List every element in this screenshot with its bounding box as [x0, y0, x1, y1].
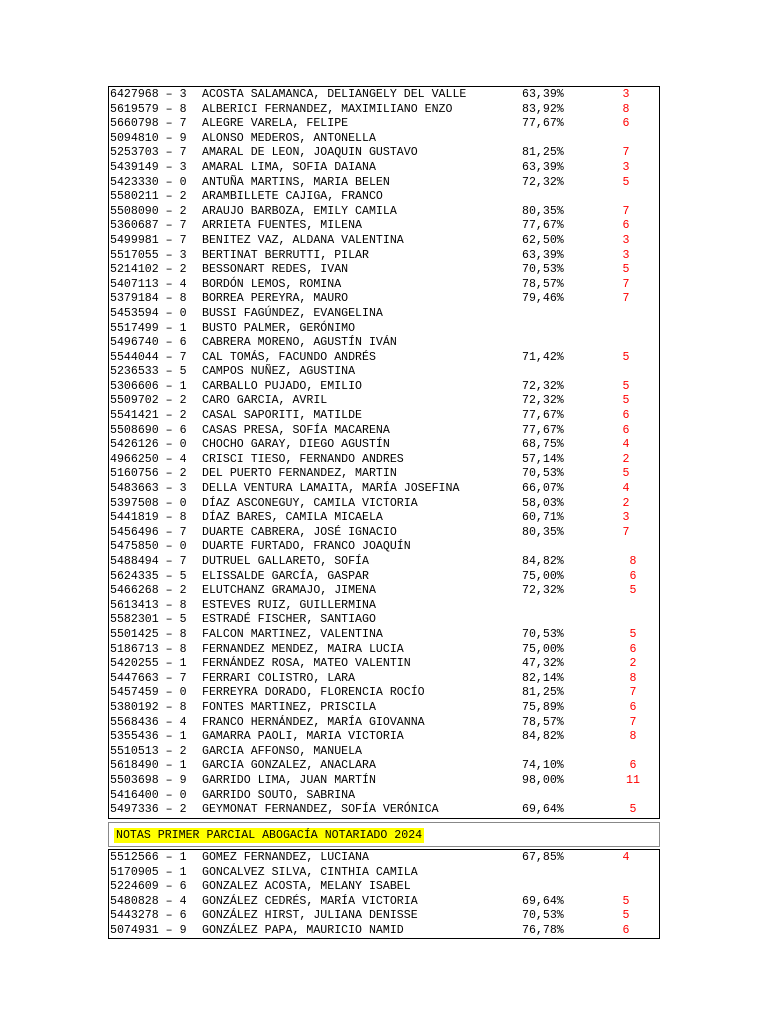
table-row — [109, 613, 659, 628]
score-percentage: 78,57% — [522, 277, 564, 291]
grade: 7 — [622, 525, 630, 539]
grade: 5 — [622, 379, 630, 393]
score-percentage: 77,67% — [522, 117, 564, 131]
score-percentage: 77,67% — [522, 219, 564, 233]
student-name: FERREYRA DORADO, FLORENCIA ROCÍO — [202, 686, 425, 700]
grade: 5 — [622, 394, 630, 408]
student-name: GEYMONAT FERNANDEZ, SOFÍA VERÓNICA — [202, 803, 439, 817]
student-id: 5475850 – 0 — [110, 540, 187, 554]
student-name: ELISSALDE GARCÍA, GASPAR — [202, 569, 369, 583]
student-id: 5541421 – 2 — [110, 409, 187, 423]
results-table-part-2 — [108, 849, 660, 939]
student-id: 5512566 – 1 — [110, 851, 187, 864]
grade: 5 — [622, 909, 630, 923]
student-id: 5379184 – 8 — [110, 292, 187, 306]
student-name: GONZÁLEZ HIRST, JULIANA DENISSE — [202, 909, 418, 923]
student-name: BERTINAT BERRUTTI, PILAR — [202, 248, 369, 262]
student-name: ACOSTA SALAMANCA, DELIANGELY DEL VALLE — [202, 88, 467, 101]
table-row — [109, 176, 659, 191]
student-id: 5423330 – 0 — [110, 175, 187, 189]
student-id: 5094810 – 9 — [110, 131, 187, 145]
student-id: 5443278 – 6 — [110, 909, 187, 923]
student-id: 5426126 – 0 — [110, 438, 187, 452]
student-id: 5582301 – 5 — [110, 613, 187, 627]
student-id: 5160756 – 2 — [110, 467, 187, 481]
student-id: 5501425 – 8 — [110, 627, 187, 641]
student-id: 5407113 – 4 — [110, 277, 187, 291]
student-name: FERNÁNDEZ ROSA, MATEO VALENTIN — [202, 657, 411, 671]
grade: 5 — [622, 350, 630, 364]
table-row — [109, 526, 659, 541]
student-name: GAMARRA PAOLI, MARIA VICTORIA — [202, 730, 404, 744]
student-id: 5517055 – 3 — [110, 248, 187, 262]
table-row — [109, 438, 659, 453]
table-row — [109, 745, 659, 760]
student-name: CASAL SAPORITI, MATILDE — [202, 409, 363, 423]
table-row — [109, 803, 659, 818]
student-name: FALCON MARTINEZ, VALENTINA — [202, 627, 383, 641]
grade: 6 — [629, 700, 637, 714]
student-id: 5306606 – 1 — [110, 379, 187, 393]
table-row — [109, 540, 659, 555]
table-row — [109, 336, 659, 351]
grade: 5 — [622, 263, 630, 277]
score-percentage: 98,00% — [522, 773, 564, 787]
student-name: AMARAL LIMA, SOFIA DAIANA — [202, 160, 376, 174]
score-percentage: 66,07% — [522, 482, 564, 496]
table-row — [109, 866, 659, 881]
score-percentage: 83,92% — [522, 102, 564, 116]
student-name: GOMEZ FERNANDEZ, LUCIANA — [202, 851, 369, 864]
student-id: 5568436 – 4 — [110, 715, 187, 729]
table-row — [109, 657, 659, 672]
student-name: GONZÁLEZ PAPA, MAURICIO NAMID — [202, 923, 404, 937]
student-name: ARRIETA FUENTES, MILENA — [202, 219, 363, 233]
table-row — [109, 380, 659, 395]
student-id: 5380192 – 8 — [110, 700, 187, 714]
grade: 8 — [629, 555, 637, 568]
table-row — [109, 249, 659, 264]
score-percentage: 76,78% — [522, 923, 564, 937]
student-name: BORREA PEREYRA, MAURO — [202, 292, 349, 306]
table-row — [109, 219, 659, 234]
table-row — [109, 88, 659, 103]
score-percentage: 75,00% — [522, 642, 564, 656]
grade: 5 — [629, 627, 637, 641]
student-id: 5253703 – 7 — [110, 146, 187, 160]
score-percentage: 77,67% — [522, 423, 564, 437]
table-row — [109, 467, 659, 482]
score-percentage: 70,53% — [522, 909, 564, 923]
score-percentage: 72,32% — [522, 394, 564, 408]
grade: 7 — [622, 204, 630, 218]
grade: 6 — [622, 423, 630, 437]
table-row — [109, 555, 659, 570]
score-percentage: 57,14% — [522, 452, 564, 466]
student-id: 5453594 – 0 — [110, 306, 187, 320]
grade: 8 — [629, 730, 637, 744]
table-row — [109, 482, 659, 497]
table-row — [109, 322, 659, 337]
grade: 6 — [622, 923, 630, 937]
score-percentage: 63,39% — [522, 88, 564, 101]
student-name: GARRIDO SOUTO, SABRINA — [202, 788, 356, 802]
grade: 7 — [622, 277, 630, 291]
student-id: 4966250 – 4 — [110, 452, 187, 466]
grade: 4 — [622, 482, 630, 496]
student-id: 5618490 – 1 — [110, 759, 187, 773]
student-id: 5457459 – 0 — [110, 686, 187, 700]
student-name: ESTRADÉ FISCHER, SANTIAGO — [202, 613, 376, 627]
score-percentage: 81,25% — [522, 686, 564, 700]
student-name: CABRERA MORENO, AGUSTÍN IVÁN — [202, 336, 397, 350]
table-row — [109, 161, 659, 176]
grade: 8 — [629, 671, 637, 685]
table-row — [109, 409, 659, 424]
student-name: ALONSO MEDEROS, ANTONELLA — [202, 131, 376, 145]
table-row — [109, 263, 659, 278]
table-row — [109, 686, 659, 701]
student-id: 5499981 – 7 — [110, 233, 187, 247]
score-percentage: 72,32% — [522, 379, 564, 393]
score-percentage: 70,53% — [522, 263, 564, 277]
student-name: FRANCO HERNÁNDEZ, MARÍA GIOVANNA — [202, 715, 425, 729]
student-id: 5580211 – 2 — [110, 190, 187, 204]
score-percentage: 75,89% — [522, 700, 564, 714]
grade: 7 — [629, 715, 637, 729]
table-row — [109, 701, 659, 716]
grade: 3 — [622, 160, 630, 174]
student-id: 5544044 – 7 — [110, 350, 187, 364]
student-id: 5355436 – 1 — [110, 730, 187, 744]
score-percentage: 78,57% — [522, 715, 564, 729]
score-percentage: 70,53% — [522, 627, 564, 641]
student-id: 5466268 – 2 — [110, 584, 187, 598]
student-id: 5660798 – 7 — [110, 117, 187, 131]
score-percentage: 69,64% — [522, 894, 564, 908]
score-percentage: 74,10% — [522, 759, 564, 773]
score-percentage: 63,39% — [522, 248, 564, 262]
grade: 6 — [629, 569, 637, 583]
grade: 8 — [622, 102, 630, 116]
student-id: 5480828 – 4 — [110, 894, 187, 908]
student-name: CARO GARCIA, AVRIL — [202, 394, 328, 408]
score-percentage: 84,82% — [522, 730, 564, 744]
grade: 4 — [622, 851, 630, 864]
grade: 6 — [622, 219, 630, 233]
grade: 3 — [622, 511, 630, 525]
table-row — [109, 895, 659, 910]
score-percentage: 67,85% — [522, 851, 564, 864]
student-name: CASAS PRESA, SOFÍA MACARENA — [202, 423, 390, 437]
score-percentage: 80,35% — [522, 204, 564, 218]
score-percentage: 79,46% — [522, 292, 564, 306]
score-percentage: 60,71% — [522, 511, 564, 525]
results-table-part-1 — [108, 86, 660, 819]
student-id: 5447663 – 7 — [110, 671, 187, 685]
student-id: 5497336 – 2 — [110, 803, 187, 817]
score-percentage: 58,03% — [522, 496, 564, 510]
student-id: 5439149 – 3 — [110, 160, 187, 174]
score-percentage: 62,50% — [522, 233, 564, 247]
grade: 5 — [622, 467, 630, 481]
student-id: 5224609 – 6 — [110, 880, 187, 894]
student-name: FERRARI COLISTRO, LARA — [202, 671, 356, 685]
table-row — [109, 424, 659, 439]
student-name: BESSONART REDES, IVAN — [202, 263, 349, 277]
student-id: 5214102 – 2 — [110, 263, 187, 277]
score-percentage: 82,14% — [522, 671, 564, 685]
student-name: GARCIA GONZALEZ, ANACLARA — [202, 759, 376, 773]
student-id: 5456496 – 7 — [110, 525, 187, 539]
student-name: GARRIDO LIMA, JUAN MARTÍN — [202, 773, 376, 787]
student-name: ALEGRE VARELA, FELIPE — [202, 117, 349, 131]
student-name: DUTRUEL GALLARETO, SOFÍA — [202, 555, 369, 568]
student-name: BORDÓN LEMOS, ROMINA — [202, 277, 342, 291]
student-name: DEL PUERTO FERNANDEZ, MARTIN — [202, 467, 397, 481]
student-name: FONTES MARTINEZ, PRISCILA — [202, 700, 376, 714]
grade: 6 — [622, 409, 630, 423]
grade: 3 — [622, 248, 630, 262]
table-row — [109, 278, 659, 293]
student-name: FERNANDEZ MENDEZ, MAIRA LUCIA — [202, 642, 404, 656]
score-percentage: 47,32% — [522, 657, 564, 671]
table-row — [109, 851, 659, 866]
student-id: 5186713 – 8 — [110, 642, 187, 656]
student-id: 5613413 – 8 — [110, 598, 187, 612]
grade: 6 — [622, 117, 630, 131]
table-row — [109, 453, 659, 468]
score-percentage: 80,35% — [522, 525, 564, 539]
student-id: 5503698 – 9 — [110, 773, 187, 787]
score-percentage: 70,53% — [522, 467, 564, 481]
student-id: 5517499 – 1 — [110, 321, 187, 335]
student-id: 5441819 – 8 — [110, 511, 187, 525]
table-row — [109, 394, 659, 409]
score-percentage: 81,25% — [522, 146, 564, 160]
grade: 3 — [622, 233, 630, 247]
student-name: CAL TOMÁS, FACUNDO ANDRÉS — [202, 350, 376, 364]
student-id: 5170905 – 1 — [110, 865, 187, 879]
student-name: DÍAZ BARES, CAMILA MICAELA — [202, 511, 383, 525]
table-row — [109, 759, 659, 774]
student-name: DUARTE CABRERA, JOSÉ IGNACIO — [202, 525, 397, 539]
table-row — [109, 351, 659, 366]
table-row — [109, 103, 659, 118]
student-name: CARBALLO PUJADO, EMILIO — [202, 379, 363, 393]
table-row — [109, 205, 659, 220]
section-heading-box — [108, 822, 660, 847]
student-id: 5397508 – 0 — [110, 496, 187, 510]
student-name: ALBERICI FERNANDEZ, MAXIMILIANO ENZO — [202, 102, 453, 116]
table-row — [109, 774, 659, 789]
score-percentage: 71,42% — [522, 350, 564, 364]
student-id: 5488494 – 7 — [110, 555, 187, 568]
grade: 5 — [629, 584, 637, 598]
table-row — [109, 146, 659, 161]
table-row — [109, 190, 659, 205]
grade: 3 — [622, 88, 630, 101]
student-id: 5509702 – 2 — [110, 394, 187, 408]
table-row — [109, 924, 659, 939]
grade: 2 — [629, 657, 637, 671]
grade: 11 — [626, 773, 640, 787]
score-percentage: 84,82% — [522, 555, 564, 568]
student-name: GONZÁLEZ CEDRÉS, MARÍA VICTORIA — [202, 894, 418, 908]
student-name: GARCIA AFFONSO, MANUELA — [202, 744, 363, 758]
student-id: 5496740 – 6 — [110, 336, 187, 350]
table-row — [109, 643, 659, 658]
table-row — [109, 789, 659, 804]
table-row — [109, 730, 659, 745]
table-row — [109, 511, 659, 526]
score-percentage: 69,64% — [522, 803, 564, 817]
student-name: CRISCI TIESO, FERNANDO ANDRES — [202, 452, 404, 466]
student-id: 6427968 – 3 — [110, 88, 187, 101]
table-row — [109, 234, 659, 249]
student-id: 5508090 – 2 — [110, 204, 187, 218]
student-id: 5619579 – 8 — [110, 102, 187, 116]
section-heading: NOTAS PRIMER PARCIAL ABOGACÍA NOTARIADO 2024 — [116, 829, 423, 842]
grade: 2 — [622, 496, 630, 510]
student-name: CAMPOS NUÑEZ, AGUSTINA — [202, 365, 356, 379]
student-name: ANTUÑA MARTINS, MARIA BELEN — [202, 175, 390, 189]
table-row — [109, 117, 659, 132]
student-name: BENITEZ VAZ, ALDANA VALENTINA — [202, 233, 404, 247]
student-name: ESTEVES RUIZ, GUILLERMINA — [202, 598, 376, 612]
student-name: BUSTO PALMER, GERÓNIMO — [202, 321, 356, 335]
student-id: 5360687 – 7 — [110, 219, 187, 233]
grade: 7 — [622, 292, 630, 306]
student-id: 5420255 – 1 — [110, 657, 187, 671]
student-name: GONCALVEZ SILVA, CINTHIA CAMILA — [202, 865, 418, 879]
student-name: AMARAL DE LEON, JOAQUIN GUSTAVO — [202, 146, 418, 160]
student-name: ARAMBILLETE CAJIGA, FRANCO — [202, 190, 383, 204]
student-name: BUSSI FAGÚNDEZ, EVANGELINA — [202, 306, 383, 320]
score-percentage: 75,00% — [522, 569, 564, 583]
grade: 6 — [629, 642, 637, 656]
student-name: DELLA VENTURA LAMAITA, MARÍA JOSEFINA — [202, 482, 460, 496]
score-percentage: 63,39% — [522, 160, 564, 174]
student-name: ELUTCHANZ GRAMAJO, JIMENA — [202, 584, 376, 598]
table-row — [109, 880, 659, 895]
grade: 7 — [629, 686, 637, 700]
student-name: DÍAZ ASCONEGUY, CAMILA VICTORIA — [202, 496, 418, 510]
table-row — [109, 570, 659, 585]
student-id: 5416400 – 0 — [110, 788, 187, 802]
student-name: CHOCHO GARAY, DIEGO AGUSTÍN — [202, 438, 390, 452]
grade: 4 — [622, 438, 630, 452]
grade: 7 — [622, 146, 630, 160]
student-id: 5236533 – 5 — [110, 365, 187, 379]
grade: 5 — [622, 175, 630, 189]
grade: 6 — [629, 759, 637, 773]
table-row — [109, 584, 659, 599]
table-row — [109, 292, 659, 307]
student-id: 5508690 – 6 — [110, 423, 187, 437]
table-row — [109, 307, 659, 322]
grade: 5 — [622, 894, 630, 908]
student-name: GONZALEZ ACOSTA, MELANY ISABEL — [202, 880, 411, 894]
table-row — [109, 599, 659, 614]
table-row — [109, 716, 659, 731]
table-row — [109, 497, 659, 512]
table-row — [109, 365, 659, 380]
table-row — [109, 909, 659, 924]
table-row — [109, 628, 659, 643]
student-id: 5074931 – 9 — [110, 923, 187, 937]
score-percentage: 72,32% — [522, 175, 564, 189]
student-id: 5483663 – 3 — [110, 482, 187, 496]
grade: 5 — [629, 803, 637, 817]
student-name: DUARTE FURTADO, FRANCO JOAQUÍN — [202, 540, 411, 554]
table-row — [109, 672, 659, 687]
grade: 2 — [622, 452, 630, 466]
score-percentage: 77,67% — [522, 409, 564, 423]
table-row — [109, 132, 659, 147]
score-percentage: 72,32% — [522, 584, 564, 598]
student-name: ARAUJO BARBOZA, EMILY CAMILA — [202, 204, 397, 218]
student-id: 5510513 – 2 — [110, 744, 187, 758]
student-id: 5624335 – 5 — [110, 569, 187, 583]
score-percentage: 68,75% — [522, 438, 564, 452]
